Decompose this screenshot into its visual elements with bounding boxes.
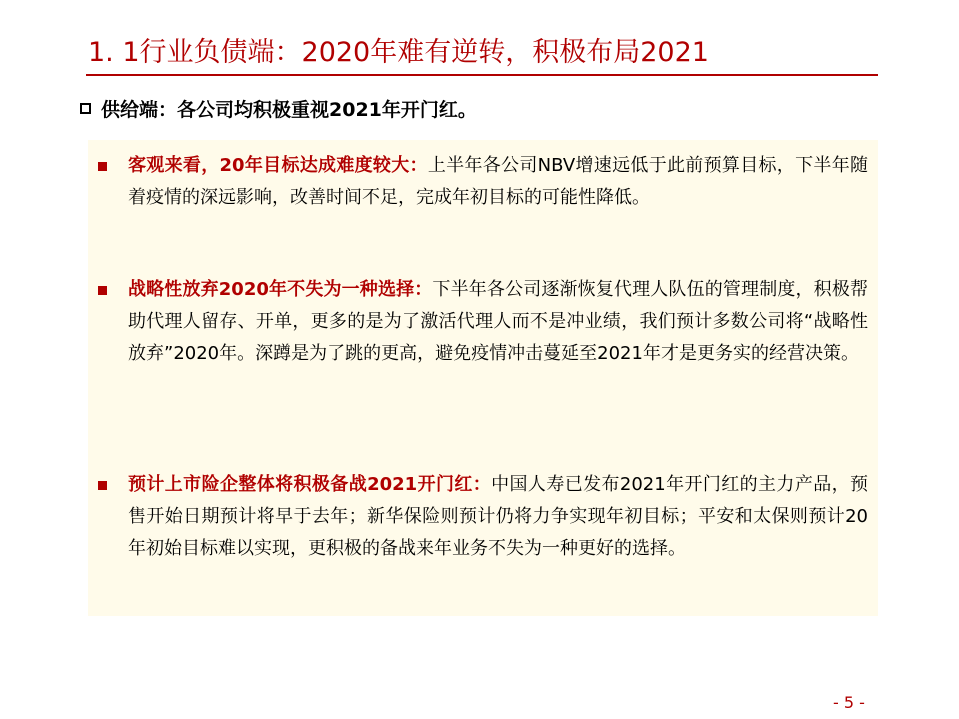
subheading-text: 供给端：各公司均积极重视2021年开门红。 — [101, 99, 477, 121]
bullet-lead: 战略性放弃2020年不失为一种选择： — [128, 279, 433, 300]
subheading — [80, 95, 477, 122]
bullet-body: 上半年各公司NBV增速远低于此前预算目标，下半年随着疫情的深远影响，改善时间不足，完成年初目标的可能性降低。 — [128, 155, 868, 208]
bullet-lead: 客观来看，20年目标达成难度较大： — [128, 155, 428, 176]
slide-title: 1. 1行业负债端：2020年难有逆转，积极布局2021 — [88, 37, 709, 68]
bullet-item — [98, 469, 868, 565]
page-number: - 5 - — [833, 693, 865, 712]
bullet-item — [98, 150, 868, 214]
bullet-body: 中国人寿已发布2021年开门红的主力产品，预售开始日期预计将早于去年；新华保险则预计仍将力争实现年初目标；平安和太保则预计20年初始目标难以实现，更积极的备战来年业务不失为一种更好的选择。 — [128, 474, 868, 559]
bullet-item — [98, 274, 868, 370]
square-bullet-icon — [98, 286, 107, 295]
bullet-lead: 预计上市险企整体将积极备战2021开门红： — [128, 474, 492, 495]
hollow-square-bullet-icon — [80, 103, 91, 114]
square-bullet-icon — [98, 162, 107, 171]
bullet-body: 下半年各公司逐渐恢复代理人队伍的管理制度，积极帮助代理人留存、开单，更多的是为了激活代理人而不是冲业绩，我们预计多数公司将“战略性放弃”2020年。深蹲是为了跳的更高，避免疫情冲击蔓延至2021年才是更务实的经营决策。 — [128, 279, 868, 364]
square-bullet-icon — [98, 481, 107, 490]
title-divider — [86, 74, 878, 76]
